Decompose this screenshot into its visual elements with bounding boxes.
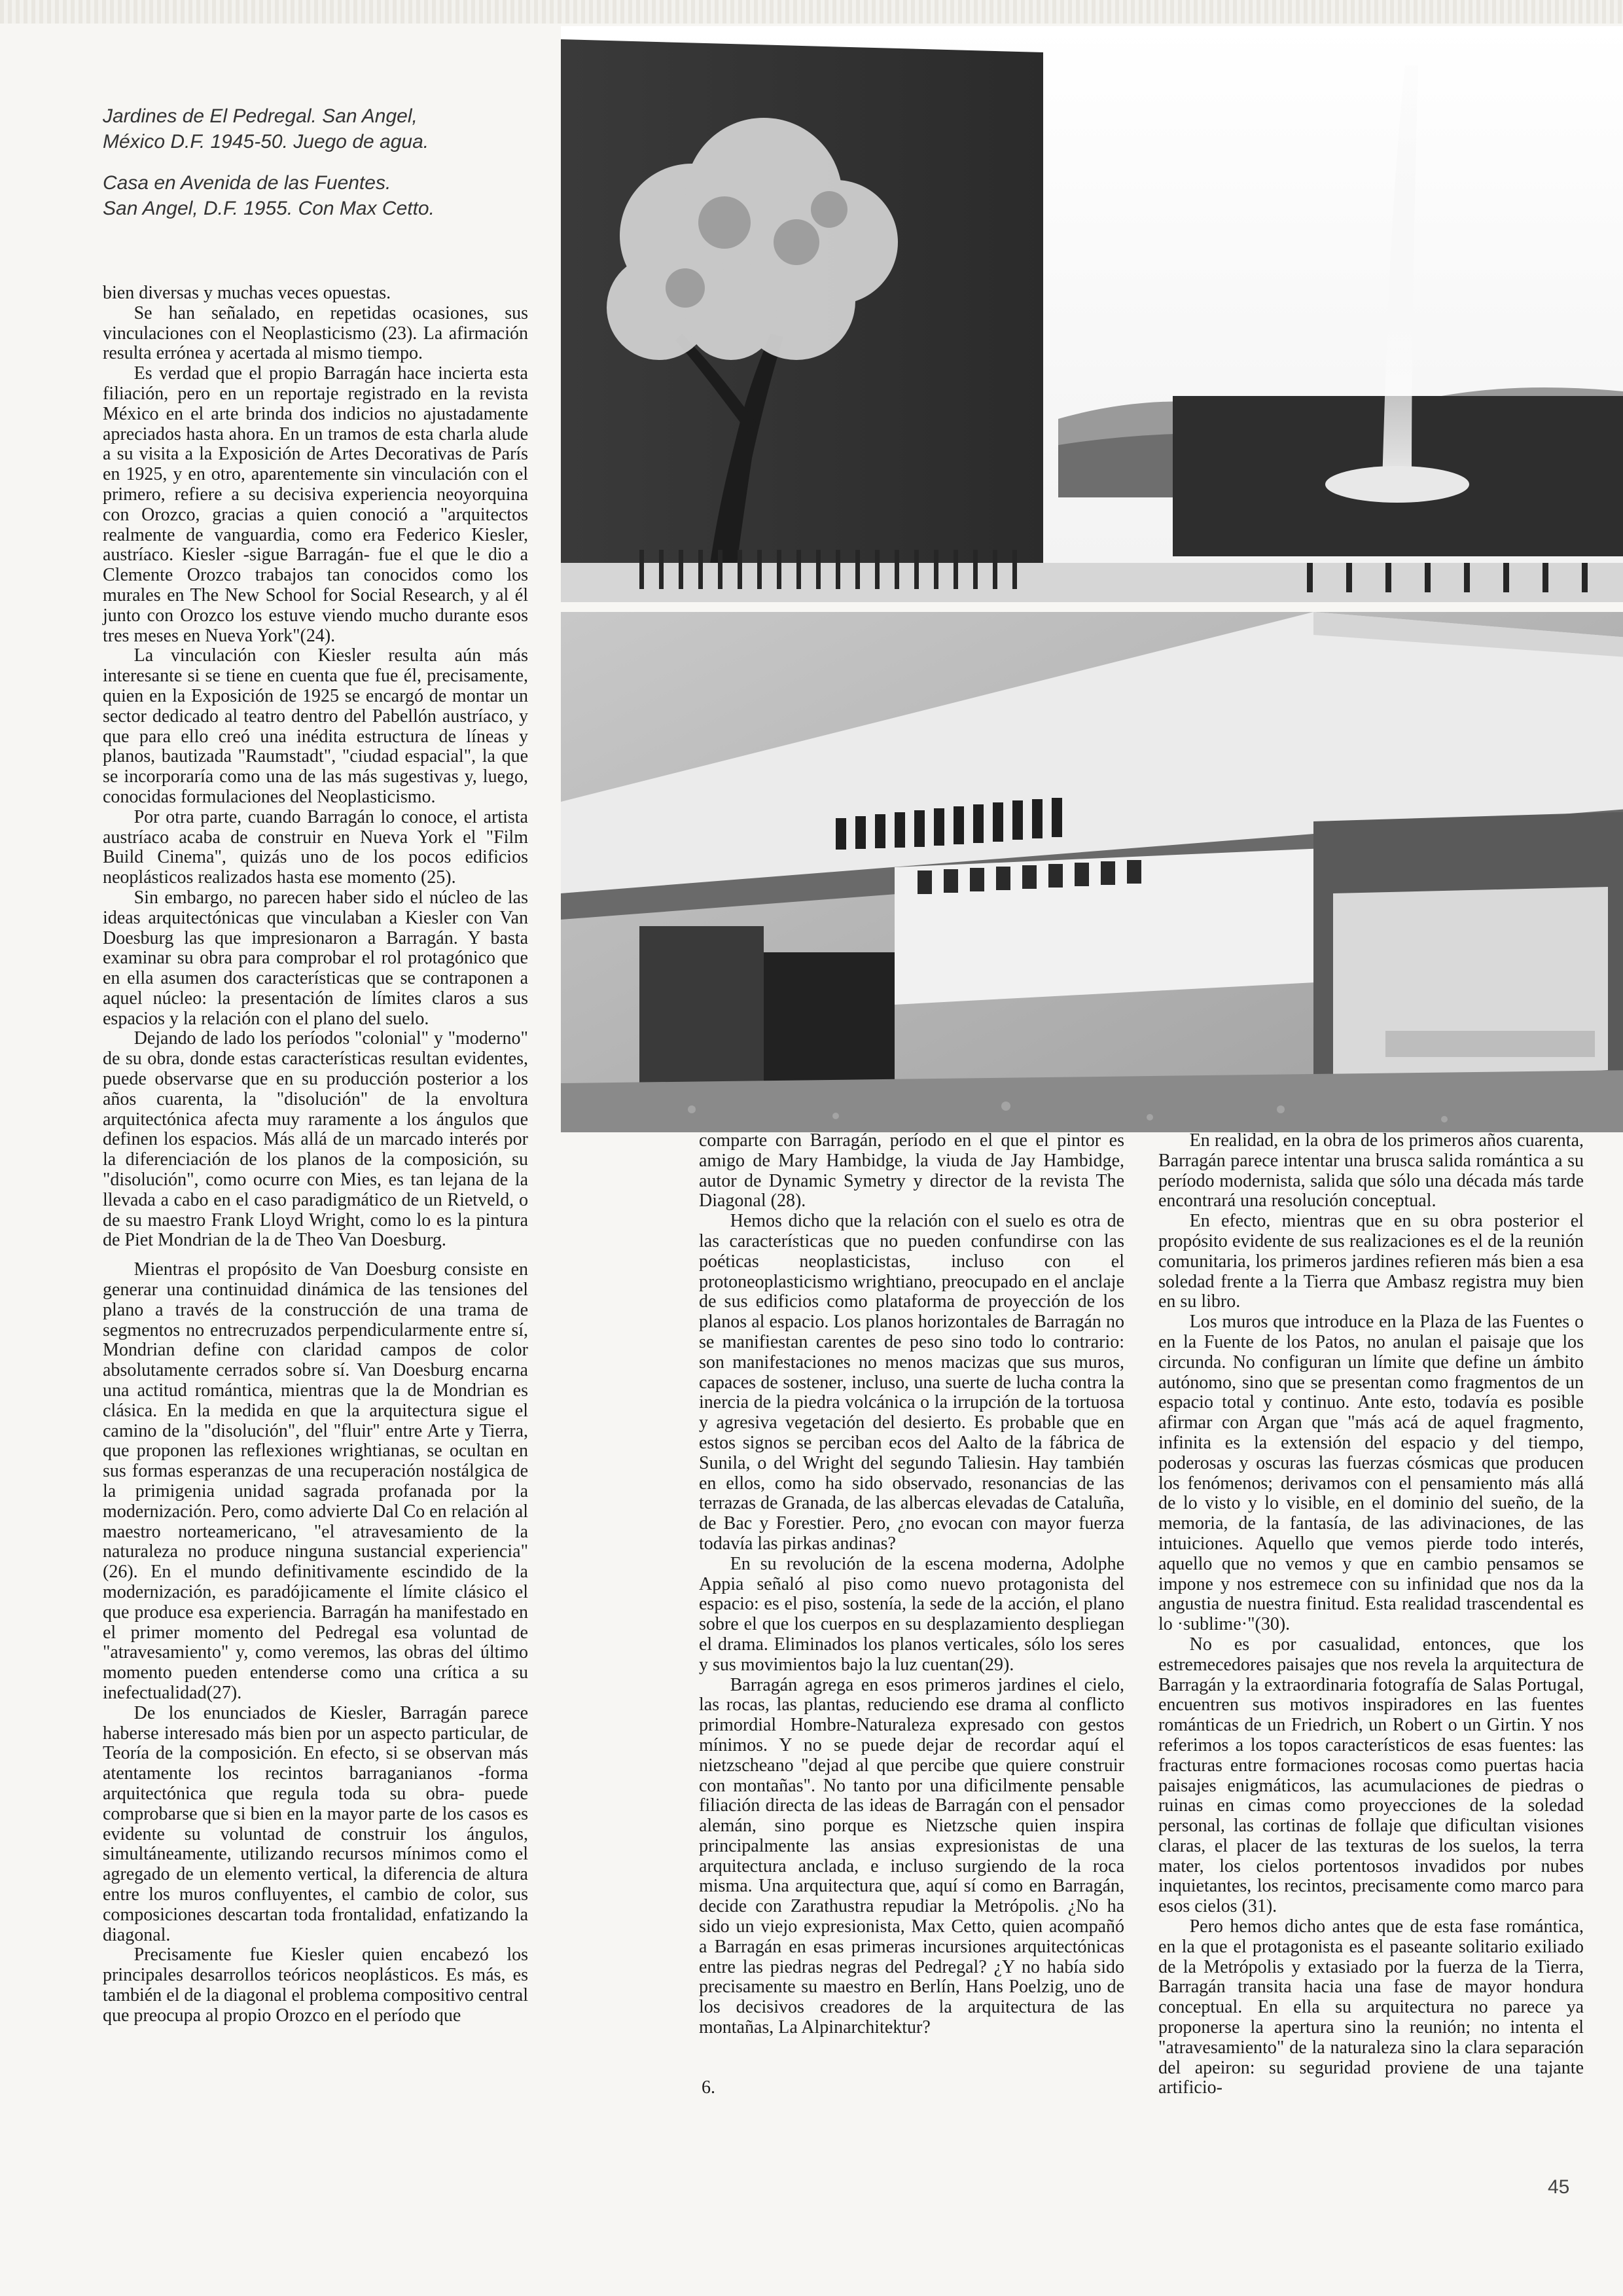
paragraph: Por otra parte, cuando Barragán lo conoce, el artista austríaco acaba de construir en Nueva York el "Film Build Cinema", quizás uno de los pocos edificios neoplásticos realizados hasta ese momento (25). (103, 806, 528, 888)
paragraph: En efecto, mientras que en su obra posterior el propósito evidente de sus realizaciones es el de la reunión comunitaria, los primeros jardines refieren más bien a esa soledad frente a la Tierra que Ambasz registra muy bien en su libro. (1158, 1211, 1584, 1312)
text-column-2 (699, 1131, 1124, 2038)
caption-line: México D.F. 1945-50. Juego de agua. (103, 131, 429, 152)
paragraph: Sin embargo, no parecen haber sido el núcleo de las ideas arquitectónicas que vinculaban a Kiesler con Van Doesburg las que impresionaron a Barragán. Y basta examinar su obra para comprobar el rol protagónico que en ella asumen dos características que se contraponen a aquel núcleo: la presentación de límites claros a sus espacios y la relación con el plano del suelo. (103, 887, 528, 1029)
paragraph: Es verdad que el propio Barragán hace incierta esta filiación, pero en un reportaje registrado en la revista México en el arte brinda dos indicios no ajustadamente apreciados hasta ahora. En un tramos de esta charla alude a su visita a la Exposición de Artes Decorativas de París en 1925, y en otro, aparentemente sin vinculación con el primero, refiere a su decisiva experiencia neoyorquina con Orozco, gracias a quien conoció a "arquitectos realmente de vanguardia, como era Federico Kiesler, austríaco. Kiesler -sigue Barragán- fue el que le dio a Clemente Orozco trabajos tan conocidos como los murales en The New School for Social Research, y al él junto con Orozco los estuve viendo mucho durante esos tres meses en Nueva York"(24). (103, 363, 528, 646)
paragraph: La vinculación con Kiesler resulta aún más interesante si se tiene en cuenta que fue él, precisamente, quien en la Exposición de 1925 se encargó de montar un sector dedicado al teatro dentro del Pabellón austríaco, y que para ello creó una inédita estructura de líneas y planos, bautizada "Raumstadt", "ciudad espacial", la que se incorporaría como una de las más sugestivas y, luego, conocidas formulaciones del Neoplasticismo. (103, 645, 528, 807)
caption-line: Casa en Avenida de las Fuentes. (103, 172, 391, 194)
paragraph: De los enunciados de Kiesler, Barragán parece haberse interesado más bien por un aspecto particular, de Teoría de la composición. En efecto, si se observan más atentamente los recintos barraganianos -forma arquitectónica que regula toda su obra- puede comprobarse que si bien en la mayor parte de los casos es evidente su voluntad de construir los ángulos, simultáneamente, utilizando recursos mínimos como el agregado de un elemento vertical, la diferencia de altura entre los muros confluyentes, el cambio de color, sus composiciones descartan toda frontalidad, enfatizando la diagonal. (103, 1702, 528, 1945)
photo-casa-fuentes (561, 612, 1623, 1132)
text-column-3 (1158, 1131, 1584, 2098)
paragraph: Pero hemos dicho antes que de esta fase romántica, en la que el protagonista es el paseante solitario exiliado de la Metrópolis y extasiado por la fuerza de la Tierra, Barragán transita hacia una fase de mayor hondura conceptual. En ella su arquitectura no parece ya proponerse la apertura sino la reunión; no intenta el "atravesamiento" de la naturaleza sino la clara separación del apeiron: su seguridad proviene de una tajante artificio- (1158, 1916, 1584, 2098)
caption-line: San Angel, D.F. 1955. Con Max Cetto. (103, 198, 435, 219)
paragraph: comparte con Barragán, período en el que el pintor es amigo de Mary Hambidge, la viuda de Jay Hambidge, autor de Dynamic Symetry y director de la revista The Diagonal (28). (699, 1130, 1124, 1211)
text-column-1 (103, 283, 528, 2026)
paragraph: Precisamente fue Kiesler quien encabezó los principales desarrollos teóricos neoplásticos. Es más, es también el de la diagonal el problema compositivo central que preocupa al propio Orozco en el período que (103, 1945, 529, 2026)
paragraph: bien diversas y muchas veces opuestas. (103, 283, 391, 303)
paragraph: En realidad, en la obra de los primeros años cuarenta, Barragán parece intentar una brusca salida romántica a su período modernista, salida que sólo una década más tarde encontrará una resolución conceptual. (1158, 1130, 1584, 1211)
page-number: 45 (1548, 2176, 1570, 2198)
paragraph: No es por casualidad, entonces, que los estremecedores paisajes que nos revela la arquitectura de Barragán y la extraordinaria fotografía de Salas Portugal, encuentren sus motivos inspiradores en las fuentes románticas de un Friedrich, un Robert o un Girtin. Y nos referimos a los topos característicos de esas fuentes: las fracturas entre formaciones rocosas como puertas hacia paisajes enigmáticos, las acumulaciones de piedras o ruinas en cimas como proyecciones de la soledad personal, las cortinas de follaje que dificultan visiones claras, el placer de las texturas de los suelos, la terra mater, los cielos portentosos invadidos por nubes inquietantes, los recintos, precisamente como marco para esos cielos (31). (1158, 1634, 1584, 1917)
photo-casa-fuentes-graphic (561, 612, 1623, 1132)
photo-pedregal-graphic (561, 26, 1623, 602)
paragraph: Dejando de lado los períodos "colonial" y "moderno" de su obra, donde estas características resultan evidentes, puede observarse que en su producción posterior a los años cuarenta, la "disolución" de la envoltura arquitectónica afecta muy raramente a los ángulos que definen los espacios. Más allá de un marcado interés por la diferenciación de los planos de la composición, su "disolución", como ocurre con Mies, es tan lejana de la llevada a cabo en el caso paradigmático de un Rietveld, o de su maestro Frank Lloyd Wright, como lo es la pintura de Piet Mondrian de la de Theo Van Doesburg. (103, 1028, 528, 1251)
footnote-marker: 6. (702, 2077, 715, 2098)
caption-block-1 (103, 103, 522, 154)
paragraph: Los muros que introduce en la Plaza de las Fuentes o en la Fuente de los Patos, no anulan el paisaje que los circunda. No configuran un límite que define un ámbito autónomo, sino que se presentan como fragmentos de un espacio total y continuo. Ante esto, todavía es posible afirmar con Argan que "más acá de aquel fragmento, infinita es la extensión del espacio y del tiempo, poderosas y oscuras las fuerzas cósmicas que producen los fenómenos; derivamos con el pensamiento más allá de lo visto y lo visible, en el dominio del sueño, de la memoria, de la fantasía, de las adivinaciones, de las intuiciones. Aquello que vemos pierde todo interés, aquello que no vemos y que en cambio pensamos se impone y nos estremece con su infinidad que nos da la angustia de nuestra finitud. Esta realidad trascendental es lo ·sublime·"(30). (1158, 1312, 1584, 1635)
scan-top-band (0, 0, 1623, 24)
photo-pedregal-fountain (561, 26, 1623, 602)
paragraph: Se han señalado, en repetidas ocasiones, sus vinculaciones con el Neoplasticismo (23). La afirmación resulta errónea y acertada al mismo tiempo. (103, 302, 528, 364)
paragraph: Mientras el propósito de Van Doesburg consiste en generar una continuidad dinámica de las tensiones del plano a través de la construcción de una trama de segmentos no entrecruzados perpendicularmente entre sí, Mondrian define con claridad campos de color absolutamente cerrados sobre sí. Van Doesburg encarna una actitud romántica, mientras que la de Mondrian es clásica. En la medida en que la arquitectura sigue el camino de la "disolución", del "fluir" entre Arte y Tierra, que proponen las reflexiones wrightianas, se ocultan en sus formas esperanzas de una recuperación nostálgica de la primigenia unidad sagrada profanada por la modernización. Pero, como advierte Dal Co en relación al maestro norteamericano, "el atravesamiento de la naturaleza no produce ninguna sustancial experiencia"(26). En el mundo definitivamente escindido de la modernización, es paradójicamente el límite clásico el que produce esa experiencia. Barragán ha manifestado en el primer momento del Pedregal esa voluntad de "atravesamiento" y, como veremos, las obras del último momento pueden entenderse como una crítica a su inefectualidad(27). (103, 1259, 528, 1703)
paragraph: Hemos dicho que la relación con el suelo es otra de las características que no pueden confundirse con las poéticas neoplasticistas, incluso con el protoneoplasticismo wrightiano, preocupado en el anclaje de sus edificios como plataforma de proyección de los planos al espacio. Los planos horizontales de Barragán no se manifiestan carentes de peso sino todo lo contrario: son manifestaciones no menos macizas que sus muros, capaces de sostener, incluso, una suerte de lucha contra la inercia de la piedra volcánica o la irrupción de la tortuosa y agresiva vegetación del desierto. Es probable que en estos signos se perciban ecos del Aalto de la fábrica de Sunila, o del Wright del segundo Taliesin. Hay también en ellos, como ha sido observado, resonancias de las terrazas de Granada, de las albercas elevadas de Cataluña, de Bac y Forestier. Pero, ¿no evocan con mayor fuerza todavía las pirkas andinas? (699, 1211, 1124, 1554)
caption-line: Jardines de El Pedregal. San Angel, (103, 105, 418, 127)
figure-caption (103, 103, 522, 237)
paragraph: Barragán agrega en esos primeros jardines el cielo, las rocas, las plantas, reduciendo ese drama al conflicto primordial Hombre-Naturaleza expresado con gestos mínimos. Y no se puede dejar de recordar aquí el nietzscheano "dejad al que percibe que quiere construir con montañas". No tanto por una dificilmente pensable filiación directa de las ideas de Barragán con el pensador alemán, sino porque es Nietzsche quien inspira principalmente las ansias expresionistas de una arquitectura anclada, e incluso surgiendo de la roca misma. Una arquitectura que, aquí sí como en Barragán, decide con Zarathustra repudiar la Metrópolis. ¿No ha sido un viejo expresionista, Max Cetto, quien acompañó a Barragán en esas primeras incursiones arquitectónicas entre las piedras negras del Pedregal? ¿Y no había sido precisamente su maestro en Berlín, Hans Poelzig, uno de los decisivos creadores de la arquitectura de las montañas, La Alpinarchitektur? (699, 1674, 1124, 2038)
caption-block-2 (103, 170, 522, 221)
paragraph: En su revolución de la escena moderna, Adolphe Appia señaló al piso como nuevo protagonista del espacio: es el piso, sostenía, la sede de la acción, el plano sobre el que los cuerpos en su desplazamiento despliegan el drama. Eliminados los planos verticales, sólo los seres y sus movimientos bajo la luz cuentan(29). (699, 1553, 1124, 1675)
